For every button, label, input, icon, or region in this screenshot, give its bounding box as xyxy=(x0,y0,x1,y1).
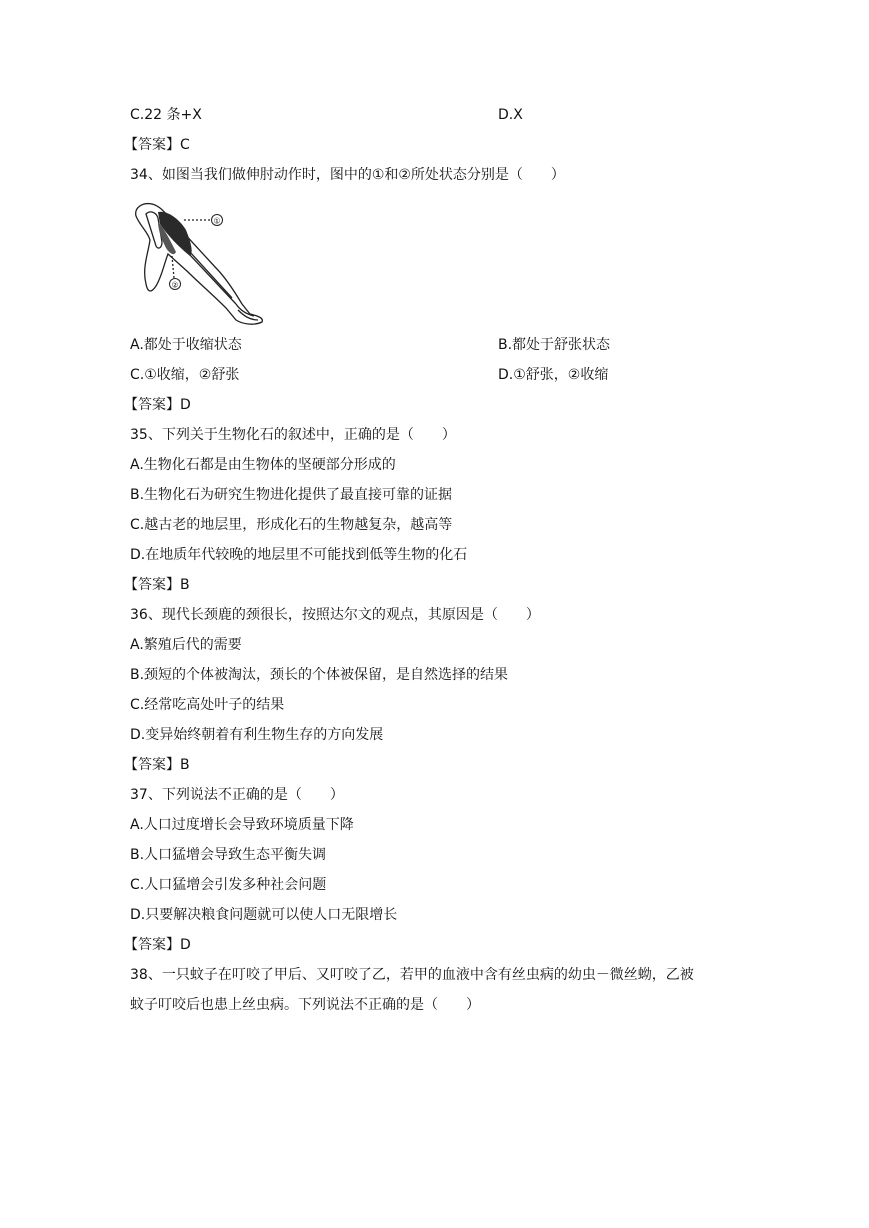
q34-option-c: C.①收缩，②舒张 xyxy=(130,367,240,383)
q38-stem-line-2: 蚊子叮咬后也患上丝虫病。下列说法不正确的是（ ） xyxy=(130,997,480,1013)
q37-answer: 【答案】D xyxy=(124,937,191,953)
q36-option-c: C.经常吃高处叶子的结果 xyxy=(130,697,285,713)
figure-label-2: ② xyxy=(171,280,179,290)
q36-answer: 【答案】B xyxy=(124,757,190,773)
q34-answer: 【答案】D xyxy=(124,397,191,413)
q37-stem: 37、下列说法不正确的是（ ） xyxy=(130,787,344,803)
q38-stem-line-1: 38、一只蚊子在叮咬了甲后、又叮咬了乙，若甲的血液中含有丝虫病的幼虫－微丝蚴，乙被 xyxy=(130,967,694,983)
q37-option-c: C.人口猛增会引发多种社会问题 xyxy=(130,877,327,893)
q35-answer: 【答案】B xyxy=(124,577,190,593)
q36-option-d: D.变异始终朝着有利生物生存的方向发展 xyxy=(130,727,384,743)
q35-option-d: D.在地质年代较晚的地层里不可能找到低等生物的化石 xyxy=(130,547,468,563)
figure-label-1: ① xyxy=(213,216,221,226)
q36-stem: 36、现代长颈鹿的颈很长，按照达尔文的观点，其原因是（ ） xyxy=(130,607,540,623)
q35-option-b: B.生物化石为研究生物进化提供了最直接可靠的证据 xyxy=(130,487,453,503)
q35-stem: 35、下列关于生物化石的叙述中，正确的是（ ） xyxy=(130,427,456,443)
q33-answer: 【答案】C xyxy=(124,137,190,153)
q34-option-d: D.①舒张，②收缩 xyxy=(498,367,609,383)
q33-option-c: C.22 条+X xyxy=(130,107,202,123)
q37-option-d: D.只要解决粮食问题就可以使人口无限增长 xyxy=(130,907,398,923)
q36-option-a: A.繁殖后代的需要 xyxy=(130,637,242,653)
q35-option-c: C.越古老的地层里，形成化石的生物越复杂，越高等 xyxy=(130,517,453,533)
q37-option-a: A.人口过度增长会导致环境质量下降 xyxy=(130,817,354,833)
q34-option-a: A.都处于收缩状态 xyxy=(130,337,242,353)
q33-option-d: D.X xyxy=(498,107,523,123)
q36-option-b: B.颈短的个体被淘汰，颈长的个体被保留，是自然选择的结果 xyxy=(130,667,509,683)
q37-option-b: B.人口猛增会导致生态平衡失调 xyxy=(130,847,327,863)
q35-option-a: A.生物化石都是由生物体的坚硬部分形成的 xyxy=(130,457,396,473)
arm-muscle-figure xyxy=(128,198,268,328)
q34-option-b: B.都处于舒张状态 xyxy=(498,337,611,353)
q34-stem: 34、如图当我们做伸肘动作时，图中的①和②所处状态分别是（ ） xyxy=(130,167,565,183)
